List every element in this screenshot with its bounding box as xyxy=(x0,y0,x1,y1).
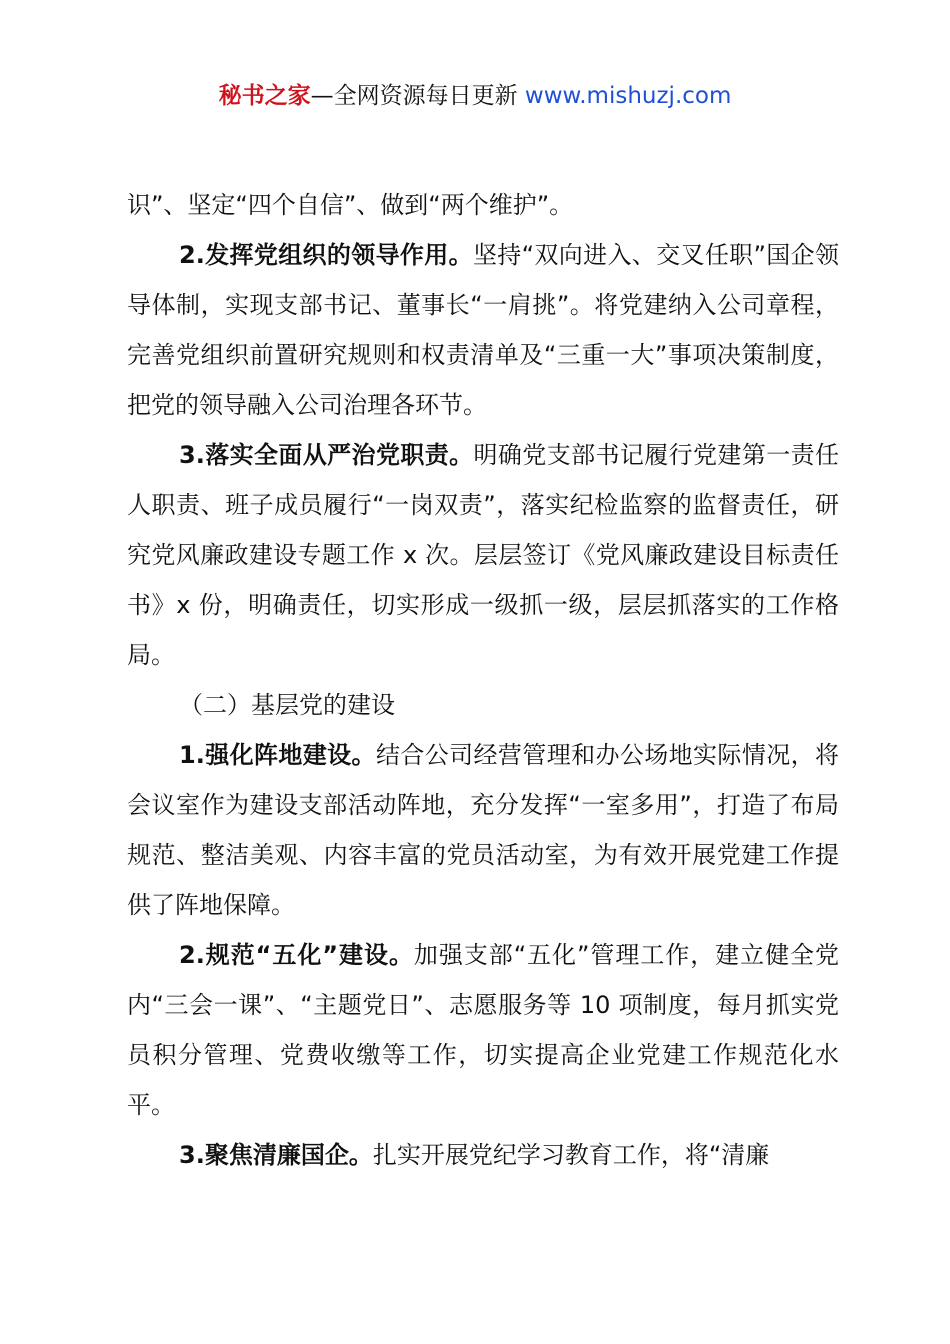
paragraph-lead: 2.规范“五化”建设。 xyxy=(179,941,414,969)
brand-name: 秘书之家 xyxy=(218,83,311,109)
paragraph-position-building xyxy=(127,730,839,930)
document-body xyxy=(127,180,839,1180)
paragraph-text: 识”、坚定“四个自信”、做到“两个维护”。 xyxy=(127,191,574,219)
paragraph-lead: 3.聚焦清廉国企。 xyxy=(179,1141,373,1169)
paragraph-discipline xyxy=(127,430,839,680)
paragraph-lead: 3.落实全面从严治党职责。 xyxy=(179,441,474,469)
paragraph-continuation xyxy=(127,180,839,230)
site-url[interactable]: www.mishuzj.com xyxy=(524,83,732,109)
paragraph-leadership xyxy=(127,230,839,430)
paragraph-five-standards xyxy=(127,930,839,1130)
paragraph-lead: 1.强化阵地建设。 xyxy=(179,741,376,769)
paragraph-text: 结合公司经营管理和办公场地实际情况，将会议室作为建设支部活动阵地，充分发挥“一室多用”，打造了布局规范、整洁美观、内容丰富的党员活动室，为有效开展党建工作提供了阵地保障。 xyxy=(127,741,839,919)
paragraph-text: 扎实开展党纪学习教育工作，将“清廉 xyxy=(372,1141,770,1169)
site-header xyxy=(0,80,950,112)
paragraph-clean-soe xyxy=(127,1130,839,1180)
paragraph-text: 加强支部“五化”管理工作，建立健全党内“三会一课”、“主题党日”、志愿服务等 10 项制度，每月抓实党员积分管理、党费收缴等工作，切实提高企业党建工作规范化水平。 xyxy=(127,941,839,1119)
paragraph-lead: 2.发挥党组织的领导作用。 xyxy=(179,241,473,269)
section-heading-text: （二）基层党的建设 xyxy=(179,691,395,719)
paragraph-text: 坚持“双向进入、交叉任职”国企领导体制，实现支部书记、董事长“一肩挑”。将党建纳入公司章程，完善党组织前置研究规则和权责清单及“三重一大”事项决策制度，把党的领导融入公司治理各环节。 xyxy=(127,241,839,419)
paragraph-text: 明确党支部书记履行党建第一责任人职责、班子成员履行“一岗双责”，落实纪检监察的监督责任，研究党风廉政建设专题工作 x 次。层层签订《党风廉政建设目标责任书》x 份，明确责任，切实形成一级抓一级，层层抓落实的工作格局。 xyxy=(127,441,839,669)
section-heading xyxy=(127,680,839,730)
header-slogan: —全网资源每日更新 xyxy=(310,83,518,109)
